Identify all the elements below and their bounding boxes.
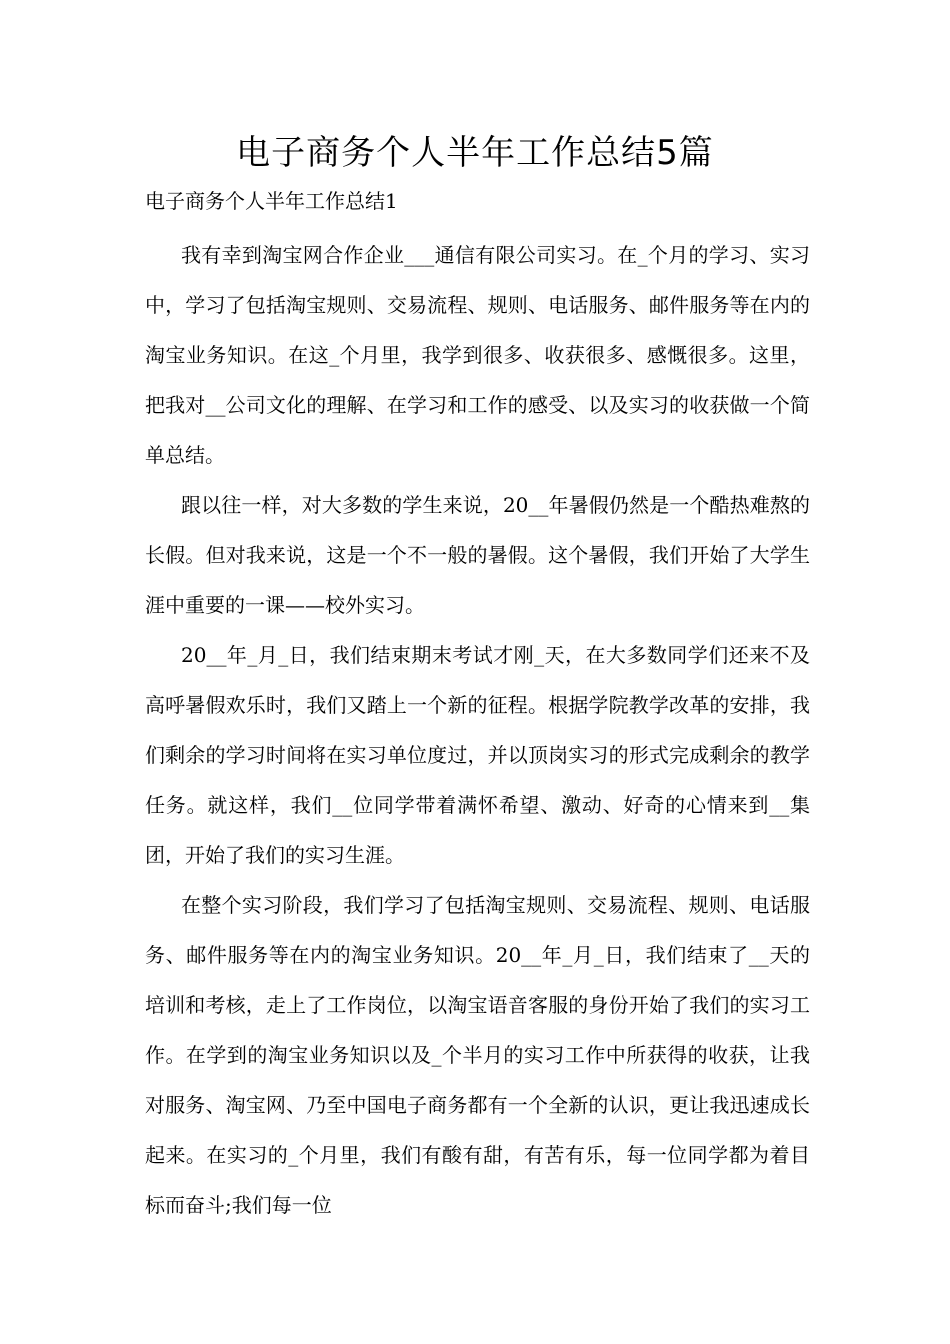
paragraph: 在整个实习阶段，我们学习了包括淘宝规则、交易流程、规则、电话服务、邮件服务等在内的淘宝业务知识。20__年_月_日，我们结束了__天的培训和考核，走上了工作岗位，以淘宝语音客服的身份开始了我们的实习工作。在学到的淘宝业务知识以及_个半月的实习工作中所获得的收获，让我对服务、淘宝网、乃至中国电子商务都有一个全新的认识，更让我迅速成长起来。在实习的_个月里，我们有酸有甜，有苦有乐，每一位同学都为着目标而奋斗;我们每一位 [145,893,810,1217]
paragraph: 跟以往一样，对大多数的学生来说，20__年暑假仍然是一个酷热难熬的长假。但对我来说，这是一个不一般的暑假。这个暑假，我们开始了大学生涯中重要的一课——校外实习。 [145,493,810,617]
section-heading: 电子商务个人半年工作总结1 [145,189,398,213]
document-body [145,230,810,1230]
paragraph: 我有幸到淘宝网合作企业___通信有限公司实习。在_个月的学习、实习中，学习了包括淘宝规则、交易流程、规则、电话服务、邮件服务等在内的淘宝业务知识。在这_个月里，我学到很多、收获很多、感慨很多。这里，把我对__公司文化的理解、在学习和工作的感受、以及实习的收获做一个简单总结。 [145,243,810,467]
paragraph: 20__年_月_日，我们结束期末考试才刚_天，在大多数同学们还来不及高呼暑假欢乐时，我们又踏上一个新的征程。根据学院教学改革的安排，我们剩余的学习时间将在实习单位度过，并以顶岗实习的形式完成剩余的教学任务。就这样，我们__位同学带着满怀希望、激动、好奇的心情来到__集团，开始了我们的实习生涯。 [145,643,810,867]
document-title: 电子商务个人半年工作总结5篇 [236,133,714,173]
